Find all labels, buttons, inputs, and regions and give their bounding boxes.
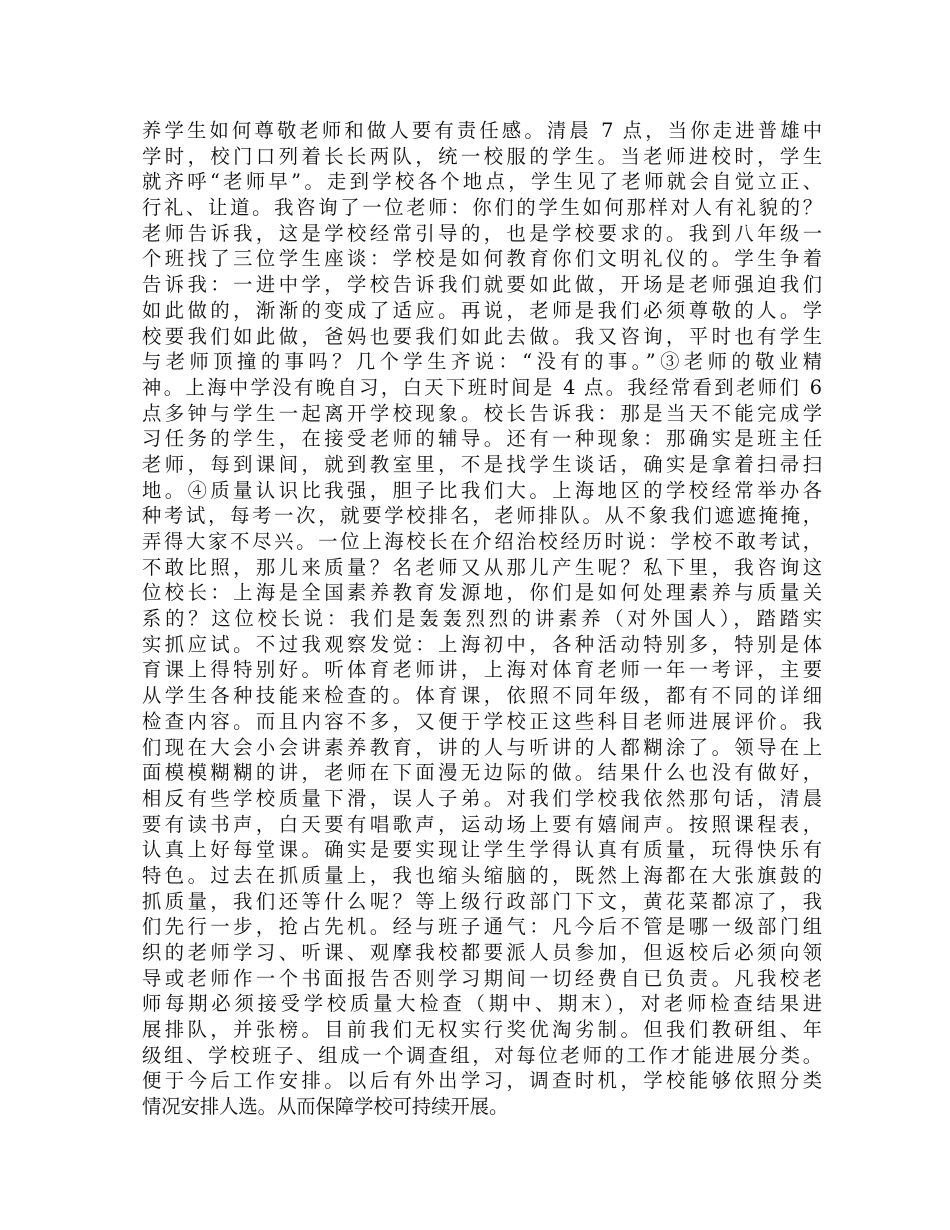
text-line: 地。④质量认识比我强，胆子比我们大。上海地区的学校经常举办各 [142, 478, 822, 502]
text-line: 织的老师学习、听课、观摩我校都要派人员参加，但返校后必须向领 [142, 941, 822, 964]
text-line: 老师，每到课间，就到教室里，不是找学生谈话，确实是拿着扫帚扫 [142, 452, 822, 476]
text-line: 行礼、让道。我咨询了一位老师：你们的学生如何那样对人有礼貌的？ [142, 196, 822, 220]
text-line: 特色。过去在抓质量上，我也缩头缩脑的，既然上海都在大张旗鼓的 [142, 863, 822, 887]
text-line: 实抓应试。不过我观察发觉：上海初中，各种活动特别多，特别是体 [142, 632, 822, 656]
text-line: 神。上海中学没有晚自习，白天下班时间是 4 点。我经常看到老师们 6 [142, 375, 822, 399]
text-line: 老师告诉我，这是学校经常引导的，也是学校要求的。我到八年级一 [142, 221, 822, 245]
text-line: 们现在大会小会讲素养教育，讲的人与听讲的人都糊涂了。领导在上 [142, 735, 822, 759]
text-line: 如此做的，渐渐的变成了适应。再说，老师是我们必须尊敬的人。学 [142, 298, 822, 322]
text-line: 抓质量，我们还等什么呢？等上级行政部门下文，黄花菜都凉了，我 [142, 889, 822, 913]
text-line: 们先行一步，抢占先机。经与班子通气：凡今后不管是哪一级部门组 [142, 915, 822, 939]
text-line: 导或老师作一个书面报告否则学习期间一切经费自已负责。凡我校老 [142, 966, 822, 990]
text-line: 位校长：上海是全国素养教育发源地，你们是如何处理素养与质量关 [142, 581, 822, 605]
text-line: 养学生如何尊敬老师和做人要有责任感。清晨 7 点，当你走进普雄中 [142, 119, 822, 142]
text-line: 系的？这位校长说：我们是轰轰烈烈的讲素养（对外国人），踏踏实 [142, 607, 822, 631]
text-line: 要有读书声，白天要有唱歌声，运动场上要有嬉闹声。按照课程表， [142, 812, 822, 836]
text-line: 种考试，每考一次，就要学校排名，老师排队。从不象我们遮遮掩掩， [142, 504, 822, 528]
text-line: 不敢比照，那儿来质量？名老师又从那儿产生呢？私下里，我咨询这 [142, 555, 822, 579]
text-line: 师每期必须接受学校质量大检查（期中、期末），对老师检查结果进 [142, 992, 822, 1016]
text-line: 便于今后工作安排。以后有外出学习，调查时机，学校能够依照分类 [142, 1069, 822, 1093]
text-line: 告诉我：一进中学，学校告诉我们就要如此做，开场是老师强迫我们 [142, 273, 822, 297]
text-line: 个班找了三位学生座谈：学校是如何教育你们文明礼仪的。学生争着 [142, 247, 822, 271]
text-line: 育课上得特别好。听体育老师讲，上海对体育老师一年一考评，主要 [142, 658, 822, 682]
text-line: 检查内容。而且内容不多，又便于学校正这些科目老师进展评价。我 [142, 709, 822, 733]
text-line: 从学生各种技能来检查的。体育课，依照不同年级，都有不同的详细 [142, 684, 822, 708]
text-line: 相反有些学校质量下滑，误人子弟。对我们学校我依然那句话，清晨 [142, 786, 822, 810]
text-line: 级组、学校班子、组成一个调查组，对每位老师的工作才能进展分类。 [142, 1043, 822, 1067]
text-line: 与老师顶撞的事吗？几个学生齐说：“没有的事。”③老师的敬业精 [142, 350, 822, 374]
text-line: 情况安排人选。从而保障学校可持续开展。 [142, 1095, 509, 1119]
text-line: 认真上好每堂课。确实是要实现让学生学得认真有质量，玩得快乐有 [142, 838, 822, 862]
text-line: 就齐呼“老师早”。走到学校各个地点，学生见了老师就会自觉立正、 [142, 170, 822, 194]
text-line: 点多钟与学生一起离开学校现象。校长告诉我：那是当天不能完成学 [142, 401, 822, 425]
text-line: 面模模糊糊的讲，老师在下面漫无边际的做。结果什么也没有做好， [142, 761, 822, 785]
text-line: 弄得大家不尽兴。一位上海校长在介绍治校经历时说：学校不敢考试， [142, 530, 822, 553]
text-line: 学时，校门口列着长长两队，统一校服的学生。当老师进校时，学生 [142, 144, 822, 168]
text-line: 习任务的学生，在接受老师的辅导。还有一种现象：那确实是班主任 [142, 427, 822, 451]
text-line: 展排队，并张榜。目前我们无权实行奖优淘劣制。但我们教研组、年 [142, 1018, 822, 1042]
text-line: 校要我们如此做，爸妈也要我们如此去做。我又咨询，平时也有学生 [142, 324, 822, 348]
body-text [142, 118, 822, 1120]
